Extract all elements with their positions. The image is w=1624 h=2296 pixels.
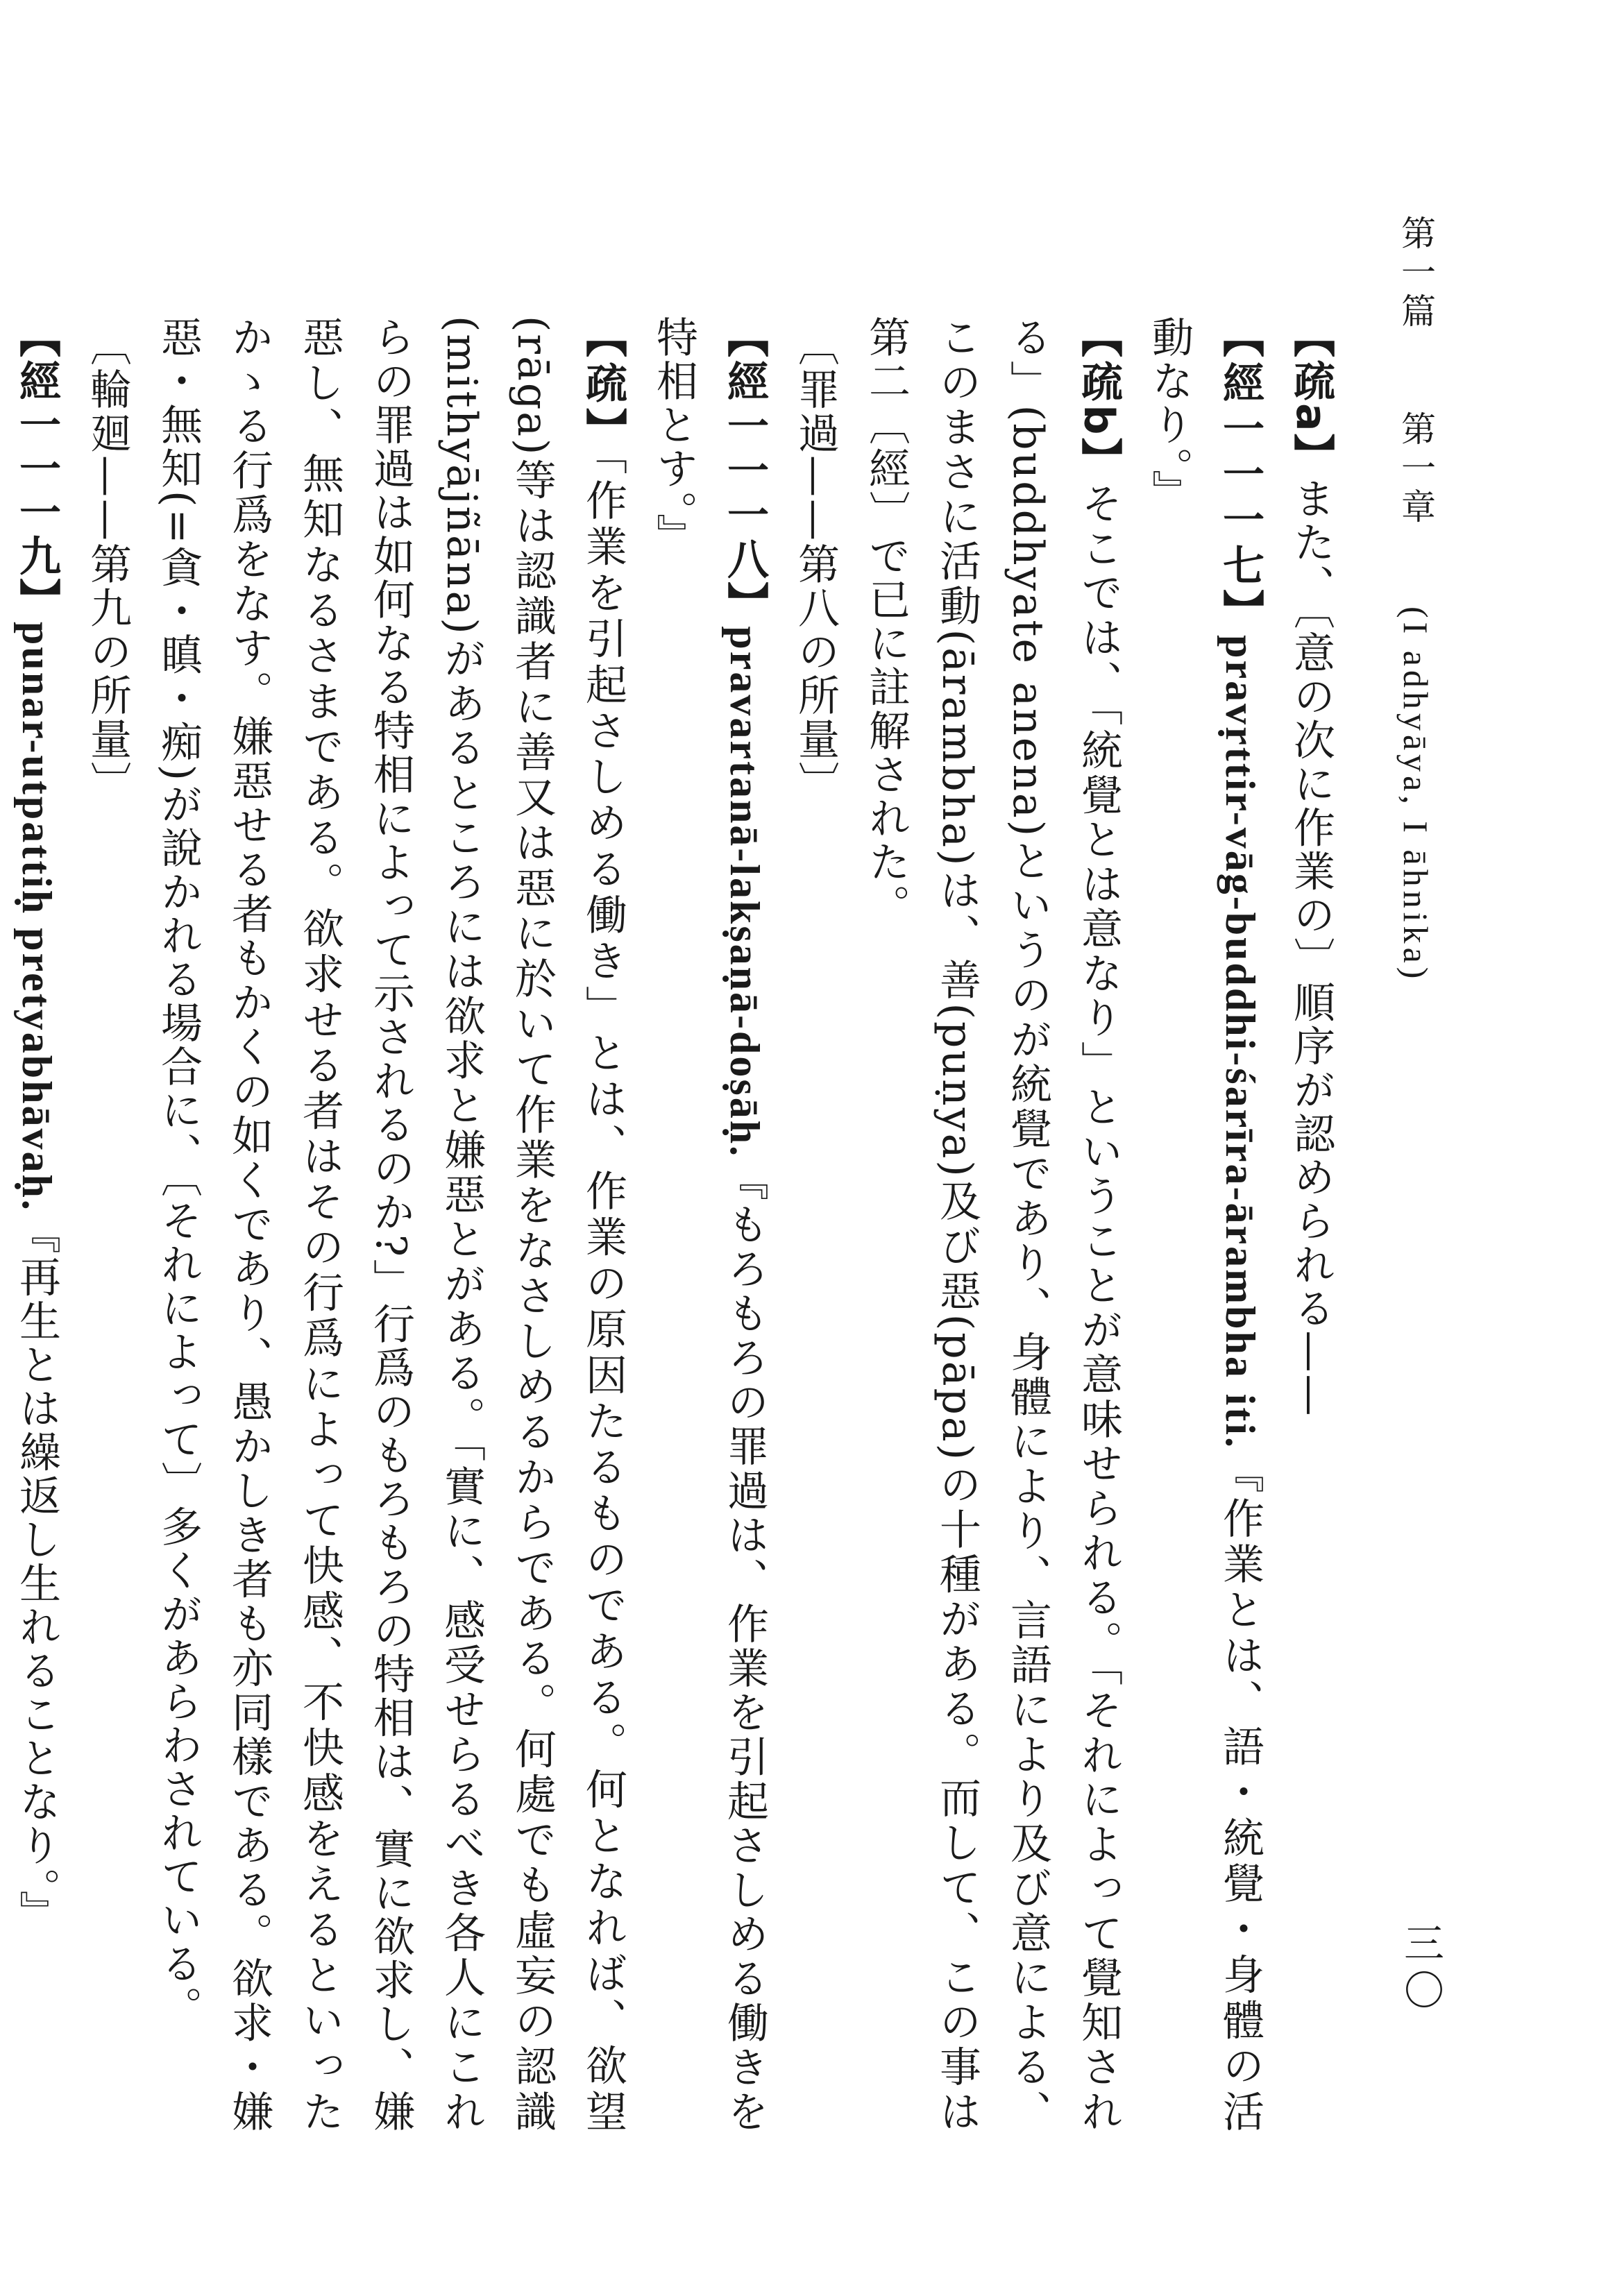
sutra-tag: 【經一一一八】	[720, 316, 769, 627]
paragraph-text: 「作業を引起さしめる働き」とは、作業の原因たるものである。何となれば、欲望(rāga)等は認識者に善又は惡に於いて作業をなさしめるからである。何處でも虛妄の認識(mithyājñāna)があるところには欲求と嫌惡とがある。「實に、感受せらるべき各人にこれらの罪過は如何なる特相によって示されるのか?」行爲のもろもろの特相は、實に欲求し、嫌惡し、無知なるさまである。欲求せる者はその行爲によって快感、不快感をえるといったかゝる行爲をなす。嫌惡せる者もかくの如くであり、愚かしき者も亦同樣である。欲求・嫌惡・無知(=貪・瞋・痴)が說かれる場合に、〔それによって〕多くがあらわされている。	[154, 316, 627, 2134]
paragraph-text: 『作業とは、語・統覺・身體の活動なり。』	[1145, 316, 1264, 2134]
sanskrit-text: pravṛttir-vāg-buddhi-śarīra-ārambha iti.	[1217, 635, 1263, 1449]
paragraph-sutra-1-1-18	[638, 316, 780, 2134]
paragraph-text: 『もろもろの罪過は、作業を引起さしめる働きを特相とす。』	[650, 316, 769, 2134]
commentary-tag: 【疏b】	[1074, 316, 1123, 482]
sanskrit-text: pravartanā-lakṣaṇā-doṣāḥ.	[722, 626, 768, 1159]
body-text	[12, 316, 1346, 2134]
sanskrit-text: punar-utpattiḥ pretyabhāvaḥ.	[14, 622, 60, 1212]
paragraph-sutra-1-1-17	[1134, 316, 1276, 2134]
commentary-tag: 【疏a】	[1287, 316, 1335, 477]
running-head	[1395, 215, 1437, 1603]
running-head-part: 第一篇	[1396, 215, 1436, 332]
paragraph-commentary-19	[0, 316, 1, 2134]
paragraph-commentary-a	[1276, 316, 1346, 2134]
commentary-tag: 【疏】	[579, 316, 627, 454]
paragraph-text: そこでは、「統覺とは意なり」ということが意味せられる。「それによって覺知される」(buddhyate anena)というのが統覺であり、身體により、言語により及び意による、このまさに活動(ārambha)は、善(puṇya)及び惡(pāpa)の十種がある。而して、この事は第二〔經〕で已に註解された。	[862, 316, 1123, 2134]
section-heading-rebirth: 〔輪廻——第九の所量〕	[83, 324, 132, 805]
page-number: 三〇	[1397, 1922, 1444, 2016]
section-heading-fault: 〔罪過——第八の所量〕	[791, 324, 840, 805]
paragraph-commentary-b	[851, 316, 1134, 2134]
running-head-sanskrit: (I adhyāya, I āhnika)	[1396, 606, 1435, 983]
paragraph-text: 『再生とは繰返し生れることなり。』	[12, 1211, 61, 1934]
running-head-chapter: 第一章	[1396, 410, 1436, 527]
paragraph-sutra-1-1-19	[1, 316, 72, 2134]
paragraph-text: また、〔意の次に作業の〕順序が認められる——	[1287, 477, 1335, 1418]
sutra-tag: 【經一一一七】	[1216, 316, 1264, 636]
sutra-tag: 【經一一一九】	[12, 316, 61, 622]
paragraph-commentary-18	[143, 316, 638, 2134]
